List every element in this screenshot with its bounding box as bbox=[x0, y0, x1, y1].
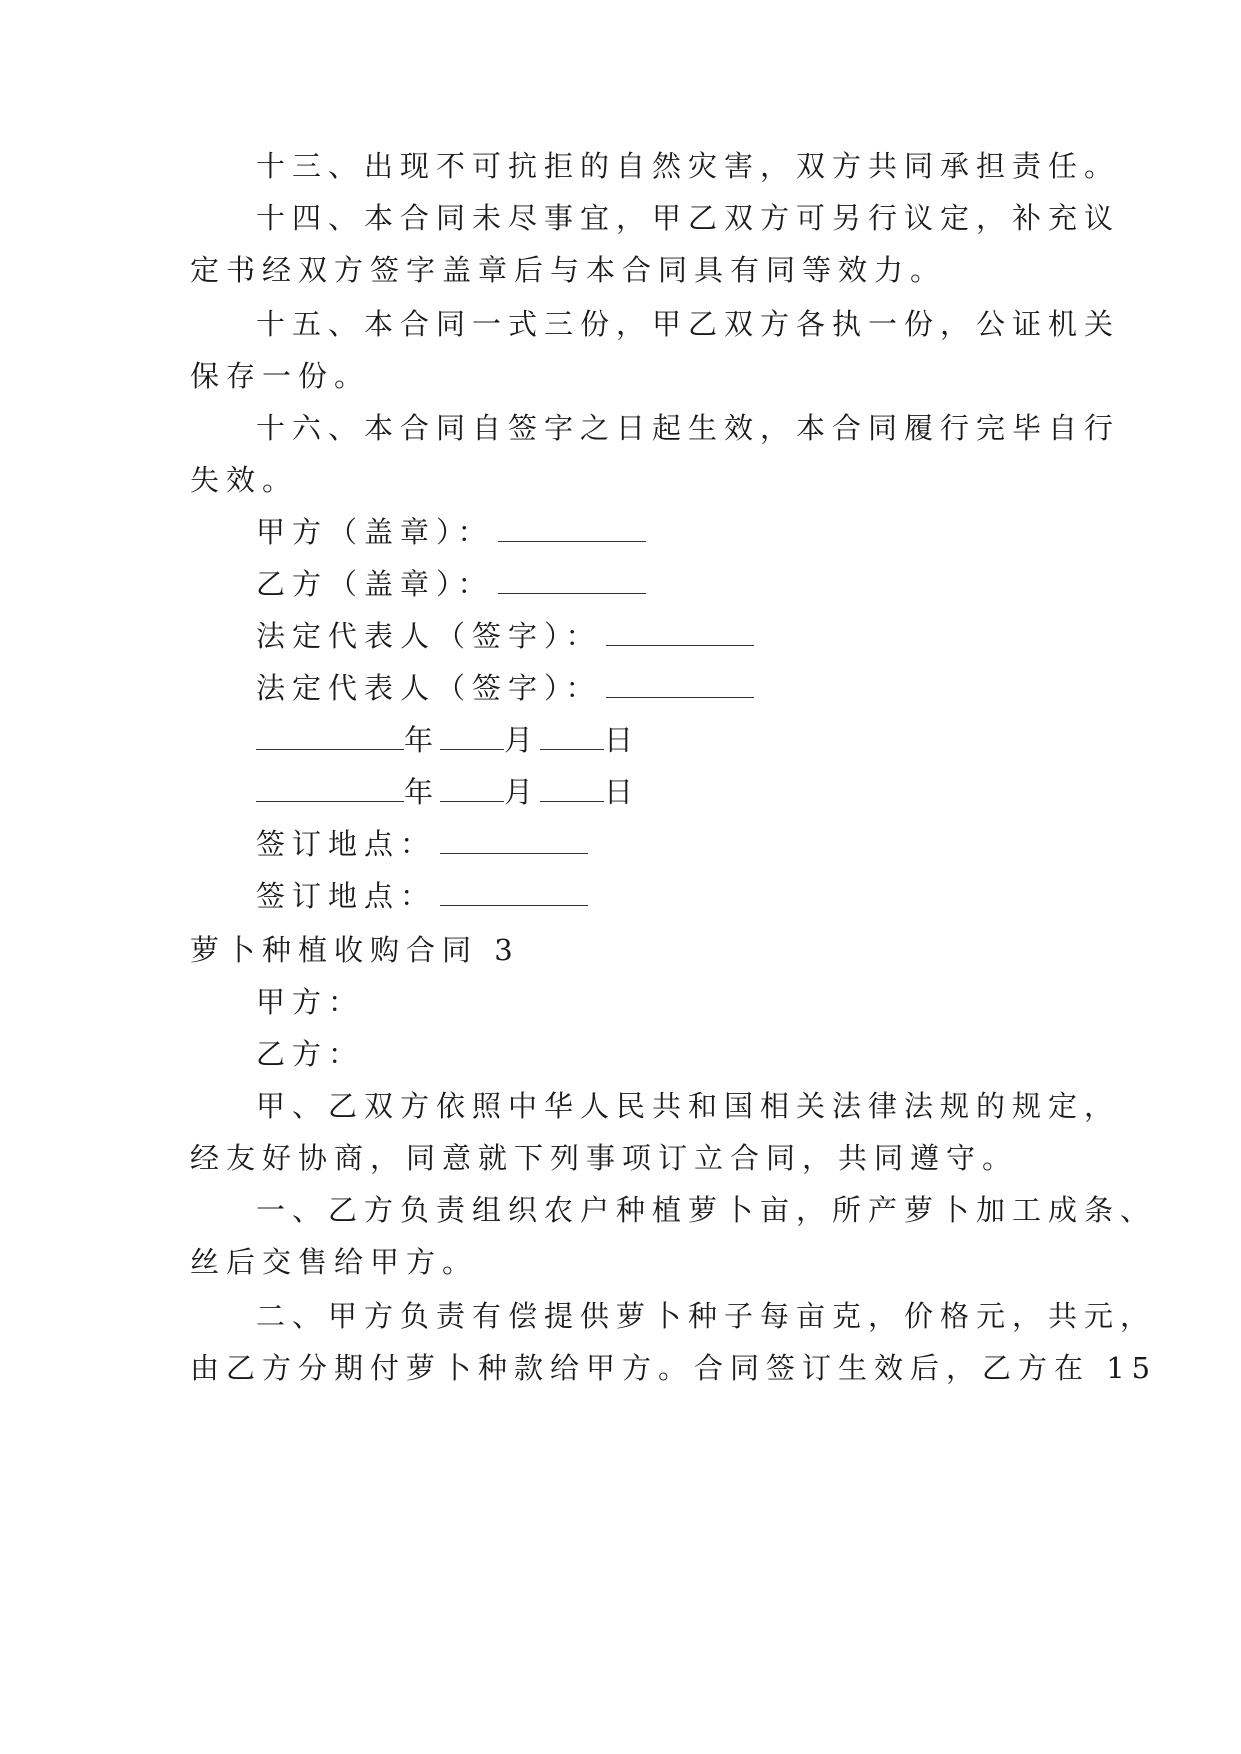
legal-rep-blank-2 bbox=[606, 671, 754, 698]
month-blank bbox=[440, 723, 504, 750]
legal-rep-line-1 bbox=[256, 616, 754, 656]
clause-15-line-2: 保存一份。 bbox=[190, 359, 371, 393]
date-line-2 bbox=[256, 772, 640, 812]
sign-place-line-2 bbox=[256, 876, 588, 916]
year-label: 年 bbox=[404, 775, 441, 809]
sign-place-line-1 bbox=[256, 824, 588, 864]
item-2-line-1: 二、甲方负责有偿提供萝卜种子每亩克，价格元，共元， bbox=[256, 1299, 1157, 1333]
party-a-label: 甲方： bbox=[256, 985, 365, 1019]
day-label: 日 bbox=[604, 775, 641, 809]
party-a-seal-blank bbox=[498, 515, 646, 542]
party-b-seal-blank bbox=[498, 567, 646, 594]
item-1-line-2: 丝后交售给甲方。 bbox=[190, 1245, 479, 1279]
legal-rep-blank-1 bbox=[606, 619, 754, 646]
year-blank bbox=[256, 775, 404, 802]
month-label: 月 bbox=[504, 775, 541, 809]
preamble-line-2: 经友好协商，同意就下列事项订立合同，共同遵守。 bbox=[190, 1141, 1019, 1175]
clause-16-line-2: 失效。 bbox=[190, 463, 299, 497]
legal-rep-label-2: 法定代表人（签字）： bbox=[256, 671, 602, 705]
year-label: 年 bbox=[404, 723, 441, 757]
party-a-seal-line bbox=[256, 512, 646, 552]
sign-place-label-1: 签订地点： bbox=[256, 827, 437, 861]
preamble-line-1: 甲、乙双方依照中华人民共和国相关法律法规的规定， bbox=[256, 1089, 1121, 1123]
item-2-line-2: 由乙方分期付萝卜种款给甲方。合同签订生效后，乙方在 15 bbox=[190, 1351, 1158, 1385]
clause-16-line-1: 十六、本合同自签字之日起生效，本合同履行完毕自行 bbox=[256, 411, 1121, 445]
sign-place-blank-1 bbox=[440, 827, 588, 854]
party-b-seal-label: 乙方（盖章）： bbox=[256, 567, 494, 601]
sign-place-label-2: 签订地点： bbox=[256, 879, 437, 913]
contract-3-title: 萝卜种植收购合同 3 bbox=[190, 933, 520, 967]
date-line-1 bbox=[256, 720, 640, 760]
party-b-seal-line bbox=[256, 564, 646, 604]
party-b-label: 乙方： bbox=[256, 1037, 365, 1071]
day-blank bbox=[540, 723, 604, 750]
month-blank bbox=[440, 775, 504, 802]
party-a-seal-label: 甲方（盖章）： bbox=[256, 515, 494, 549]
day-blank bbox=[540, 775, 604, 802]
sign-place-blank-2 bbox=[440, 879, 588, 906]
item-1-line-1: 一、乙方负责组织农户种植萝卜亩，所产萝卜加工成条、 bbox=[256, 1193, 1157, 1227]
month-label: 月 bbox=[504, 723, 541, 757]
clause-15-line-1: 十五、本合同一式三份，甲乙双方各执一份，公证机关 bbox=[256, 307, 1121, 341]
clause-13: 十三、出现不可抗拒的自然灾害，双方共同承担责任。 bbox=[256, 149, 1121, 183]
year-blank bbox=[256, 723, 404, 750]
clause-14-line-1: 十四、本合同未尽事宜，甲乙双方可另行议定，补充议 bbox=[256, 201, 1121, 235]
legal-rep-label-1: 法定代表人（签字）： bbox=[256, 619, 602, 653]
day-label: 日 bbox=[604, 723, 641, 757]
legal-rep-line-2 bbox=[256, 668, 754, 708]
clause-14-line-2: 定书经双方签字盖章后与本合同具有同等效力。 bbox=[190, 253, 947, 287]
